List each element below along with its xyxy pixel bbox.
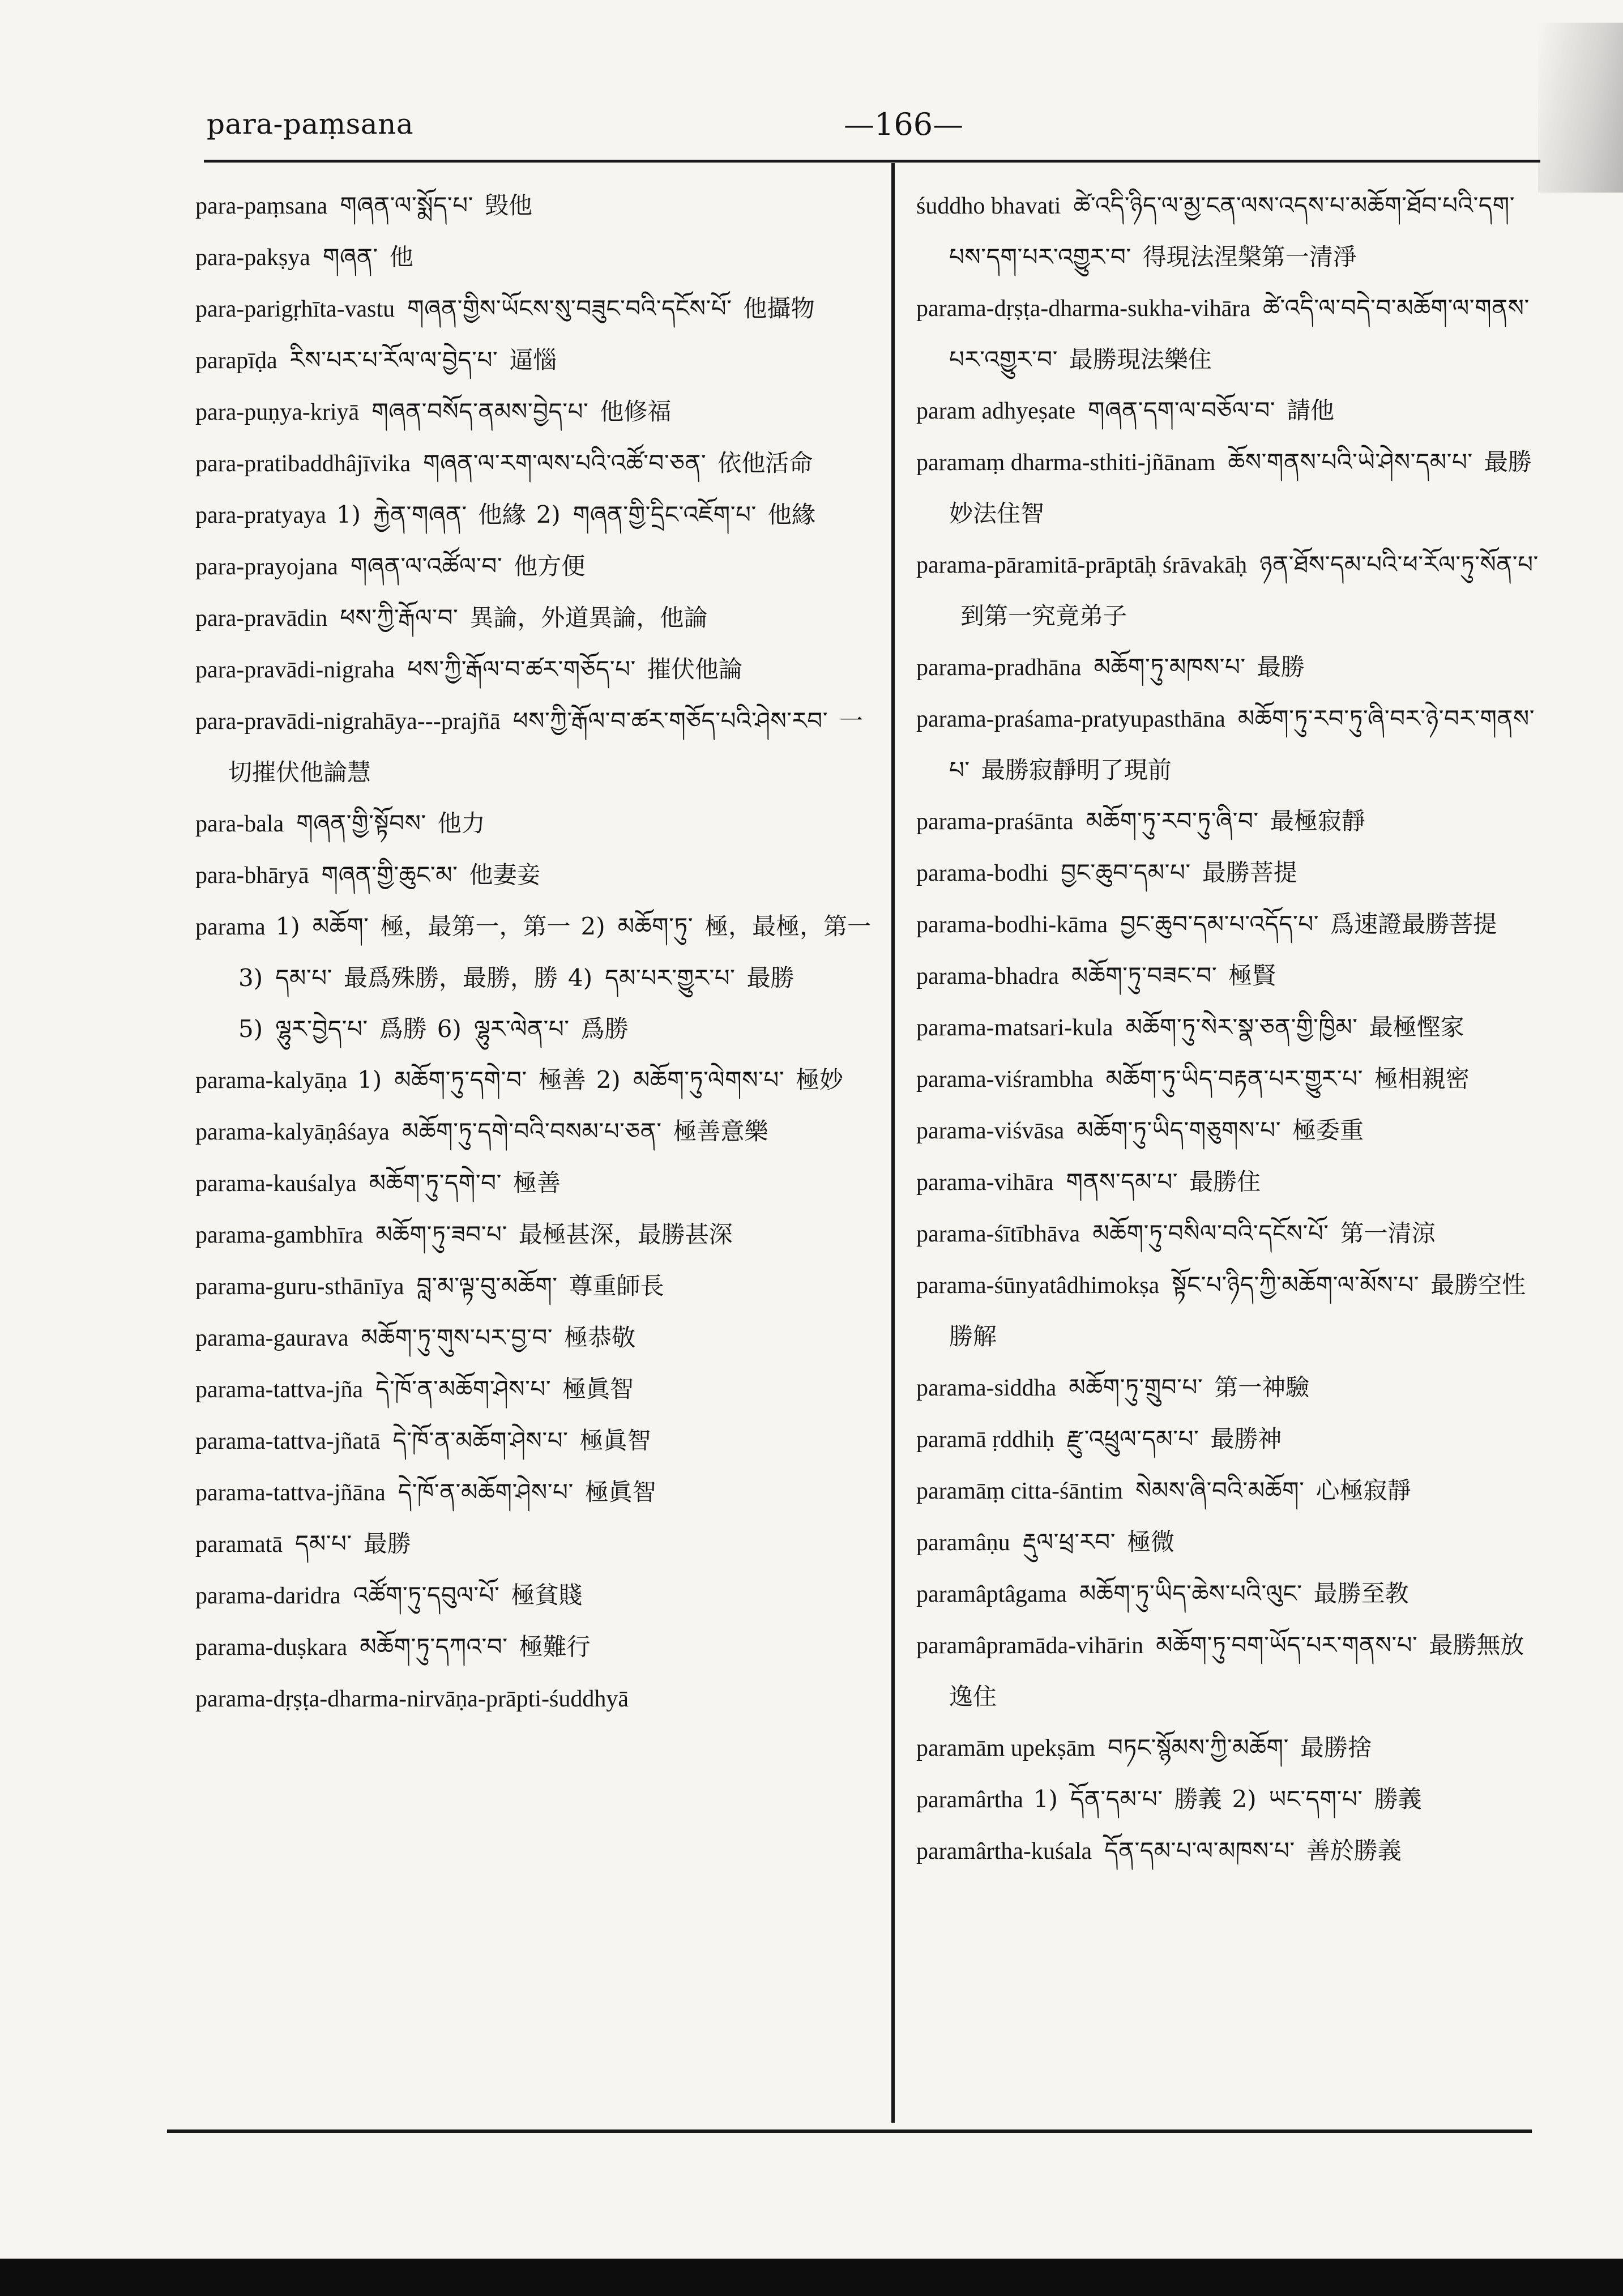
chinese-equivalent: 極，最極，第一 <box>704 912 872 940</box>
dictionary-entry <box>916 1517 1545 1568</box>
page-number: —166— <box>844 106 964 142</box>
chinese-equivalent: 最爲殊勝，最勝，勝 <box>343 964 558 992</box>
chinese-equivalent: 極貧賤 <box>511 1581 583 1609</box>
dictionary-entry <box>195 901 875 1055</box>
tibetan-equivalent: ཕས་ཀྱི་རྒོལ་བ་ཚར་གཅོད་པ་ <box>407 655 636 683</box>
tibetan-equivalent: དེ་ཁོ་ན་མཆོག་ཤེས་པ་ <box>392 1427 569 1454</box>
tibetan-equivalent: གཞན་ལ་རག་ལས་པའི་འཚོ་བ་ཅན་ <box>423 449 707 477</box>
tibetan-equivalent: མཆོག་ཏུ་དཀའ་བ་ <box>360 1633 508 1661</box>
headword: parama-śūnyatâdhimokṣa <box>916 1273 1160 1299</box>
tibetan-equivalent: གཞན་གྱི་ཆུང་མ་ <box>321 861 458 889</box>
tibetan-equivalent: ཡང་དག་པ་ <box>1268 1785 1363 1813</box>
tibetan-equivalent: གཞན་གྱི་སྟོབས་ <box>296 809 426 837</box>
dictionary-entry <box>195 1570 875 1621</box>
chinese-equivalent: 他 <box>389 243 413 271</box>
chinese-equivalent: 爲勝 <box>379 1015 427 1043</box>
headword: para-puṇya-kriyā <box>195 399 360 425</box>
chinese-equivalent: 最勝寂靜明了現前 <box>981 756 1172 784</box>
headword: paramām upekṣām <box>916 1735 1096 1761</box>
dictionary-entry <box>195 1467 875 1518</box>
chinese-equivalent: 他緣 <box>478 501 526 528</box>
headword: paramaṃ dharma-sthiti-jñānam <box>916 450 1216 476</box>
sense-number: 1) <box>357 1066 382 1094</box>
dictionary-entry <box>916 1156 1545 1208</box>
sense-number: 1) <box>336 501 361 528</box>
dictionary-entry <box>195 1158 875 1209</box>
tibetan-equivalent: གཞན་གྱི་དྲིང་འཇོག་པ་ <box>573 501 757 528</box>
chinese-equivalent: 第一清涼 <box>1340 1219 1436 1247</box>
headword: paramā ṛddhiḥ <box>916 1427 1054 1453</box>
chinese-equivalent: 摧伏他論 <box>647 655 742 683</box>
chinese-equivalent: 極眞智 <box>579 1427 651 1454</box>
dictionary-entry <box>916 1208 1545 1260</box>
chinese-equivalent: 最勝住 <box>1189 1168 1261 1196</box>
chinese-equivalent: 勝義 <box>1374 1785 1422 1813</box>
headword: para-pratyaya <box>195 502 326 528</box>
headword: parama-gambhīra <box>195 1222 364 1248</box>
dictionary-entry <box>195 489 875 541</box>
chinese-equivalent: 善於勝義 <box>1306 1837 1402 1864</box>
dictionary-entry <box>916 1414 1545 1465</box>
chinese-equivalent: 他妻妾 <box>469 861 541 889</box>
tibetan-equivalent: སྟོང་པ་ཉིད་ཀྱི་མཆོག་ལ་མོས་པ་ <box>1172 1271 1420 1299</box>
headword: para-bala <box>195 811 284 837</box>
tibetan-equivalent: མཆོག་ཏུ་རབ་ཏུ་ཞི་བར་ཉེ་བར་གནས་པ་ <box>949 705 1535 784</box>
tibetan-equivalent: མཆོག་ཏུ་བཟང་བ་ <box>1071 962 1218 989</box>
chinese-equivalent: 到第一究竟弟子 <box>960 602 1127 630</box>
headword: paramârtha <box>916 1787 1023 1813</box>
tibetan-equivalent: གཞན་དག་ལ་བཅོལ་བ་ <box>1088 396 1276 424</box>
tibetan-equivalent: བཏང་སྙོམས་ཀྱི་མཆོག་ <box>1108 1734 1289 1761</box>
headword: parama-dṛṣṭa-dharma-nirvāṇa-prāpti-śuddhyā <box>195 1686 629 1712</box>
tibetan-equivalent: མཆོག་ཏུ་ཟབ་པ་ <box>375 1220 507 1248</box>
chinese-equivalent: 最極慳家 <box>1369 1013 1464 1041</box>
chinese-equivalent: 極眞智 <box>584 1478 656 1506</box>
tibetan-equivalent: མཆོག་ཏུ་མཁས་པ་ <box>1094 653 1246 681</box>
tibetan-equivalent: མཆོག་ཏུ་ཡིད་བརྟན་པར་གྱུར་པ་ <box>1105 1065 1363 1092</box>
tibetan-equivalent: མཆོག་ཏུ་ལེགས་པ་ <box>633 1066 785 1094</box>
dictionary-entry <box>195 1209 875 1261</box>
headword: parama-duṣkara <box>195 1634 348 1661</box>
footer-rule <box>167 2129 1532 2133</box>
chinese-equivalent: 他力 <box>437 809 485 837</box>
dictionary-entry <box>195 1364 875 1415</box>
chinese-equivalent: 最勝至教 <box>1313 1580 1409 1607</box>
tibetan-equivalent: དེ་ཁོ་ན་མཆོག་ཤེས་པ་ <box>398 1478 574 1506</box>
dictionary-entry <box>195 283 875 335</box>
chinese-equivalent: 異論，外道異論，他論 <box>469 604 708 631</box>
tibetan-equivalent: དམ་པ་ <box>275 964 332 992</box>
tibetan-equivalent: སེམས་ཞི་བའི་མཆོག་ <box>1135 1476 1305 1504</box>
headword: parama-guru-sthānīya <box>195 1274 404 1300</box>
headword: paramârtha-kuśala <box>916 1838 1092 1864</box>
chinese-equivalent: 極相親密 <box>1374 1065 1470 1092</box>
dictionary-entry <box>195 232 875 283</box>
tibetan-equivalent: གཞན་གྱིས་ཡོངས་སུ་བཟུང་བའི་དངོས་པོ་ <box>407 295 732 322</box>
dictionary-entry <box>916 385 1545 437</box>
tibetan-equivalent: མཆོག་ཏུ་ <box>617 912 694 940</box>
chinese-equivalent: 最勝無放逸住 <box>949 1631 1524 1710</box>
headword: parama-kalyāṇa <box>195 1068 348 1094</box>
dictionary-entry <box>916 180 1545 283</box>
headword: parama-kalyāṇâśaya <box>195 1119 390 1145</box>
sense-number: 2) <box>1232 1785 1257 1813</box>
tibetan-equivalent: རྡུལ་ཕྲ་རབ་ <box>1022 1528 1116 1556</box>
dictionary-entry <box>195 695 875 798</box>
tibetan-equivalent: རིས་པར་པ་རོལ་ལ་བྱེད་པ་ <box>289 346 498 374</box>
dictionary-entry <box>916 1722 1545 1774</box>
dictionary-entry <box>195 592 875 644</box>
headword: parama-śītībhāva <box>916 1221 1080 1247</box>
tibetan-equivalent: མཆོག་ཏུ་སེར་སྣ་ཅན་གྱི་ཁྱིམ་ <box>1125 1013 1358 1041</box>
dictionary-entry <box>916 1053 1545 1105</box>
headword: para-pravādin <box>195 605 328 631</box>
headword: para-pravādi-nigraha <box>195 657 395 683</box>
sense-number: 3) <box>238 964 263 992</box>
chinese-equivalent: 最勝神 <box>1210 1425 1282 1453</box>
dictionary-entry <box>916 847 1545 899</box>
tibetan-equivalent: གཞན་ <box>322 243 378 271</box>
chinese-equivalent: 爲速證最勝菩提 <box>1330 910 1497 938</box>
chinese-equivalent: 最勝 <box>1257 653 1305 681</box>
dictionary-entry <box>916 437 1545 539</box>
chinese-equivalent: 最勝 <box>746 964 795 992</box>
chinese-equivalent: 最極甚深，最勝甚深 <box>518 1220 733 1248</box>
tibetan-equivalent: མཆོག་ཏུ་དགེ་བ་ <box>394 1066 527 1094</box>
headword: parama <box>195 914 266 940</box>
tibetan-equivalent: ཕས་ཀྱི་རྒོལ་བ་ཚར་གཅོད་པའི་ཤེས་རབ་ <box>512 707 828 735</box>
chinese-equivalent: 極，最第一，第一 <box>380 912 571 940</box>
headword: parama-tattva-jñatā <box>195 1428 381 1454</box>
headword: parama-tattva-jña <box>195 1377 364 1403</box>
dictionary-entry <box>916 899 1545 950</box>
headword: parama-bodhi <box>916 860 1049 886</box>
headword: parama-viśvāsa <box>916 1118 1065 1144</box>
headword: paramâptâgama <box>916 1581 1067 1607</box>
left-column <box>195 180 875 1725</box>
headword: parama-daridra <box>195 1583 341 1609</box>
chinese-equivalent: 一切摧伏他論慧 <box>228 707 864 786</box>
chinese-equivalent: 極善 <box>512 1169 561 1197</box>
chinese-equivalent: 他修福 <box>600 398 672 425</box>
scan-edge-shadow <box>1538 23 1623 193</box>
tibetan-equivalent: དོན་དམ་པ་ལ་མཁས་པ་ <box>1104 1837 1295 1864</box>
tibetan-equivalent: གནས་དམ་པ་ <box>1066 1168 1178 1196</box>
headword: parama-gaurava <box>195 1325 349 1351</box>
headword: para-pravādi-nigrahāya---prajñā <box>195 709 501 735</box>
chinese-equivalent: 他攝物 <box>743 295 815 322</box>
dictionary-entry <box>916 950 1545 1002</box>
dictionary-entry <box>916 1620 1545 1722</box>
tibetan-equivalent: ལྷུར་བྱེད་པ་ <box>275 1015 368 1043</box>
headword: para-prayojana <box>195 554 338 580</box>
chinese-equivalent: 最勝捨 <box>1300 1734 1372 1761</box>
chinese-equivalent: 最勝妙法住智 <box>949 448 1532 527</box>
tibetan-equivalent: དམ་པ་ <box>294 1530 352 1557</box>
sense-number: 6) <box>437 1015 462 1043</box>
tibetan-equivalent: དོན་དམ་པ་ <box>1070 1785 1163 1813</box>
headword: parama-praśānta <box>916 809 1074 835</box>
dictionary-entry <box>916 283 1545 385</box>
dictionary-entry <box>195 1055 875 1106</box>
chinese-equivalent: 請他 <box>1287 396 1335 424</box>
dictionary-entry <box>195 798 875 850</box>
sense-number: 5) <box>238 1015 263 1043</box>
headword: parama-bodhi-kāma <box>916 912 1108 938</box>
dictionary-entry <box>195 1106 875 1158</box>
headword: parama-tattva-jñāna <box>195 1480 386 1506</box>
chinese-equivalent: 最勝 <box>363 1530 411 1557</box>
chinese-equivalent: 第一神驗 <box>1214 1373 1310 1401</box>
dictionary-entry <box>916 1002 1545 1053</box>
chinese-equivalent: 尊重師長 <box>569 1272 664 1300</box>
dictionary-entry <box>916 1362 1545 1414</box>
dictionary-entry <box>916 1568 1545 1620</box>
headword: para-paṃsana <box>195 193 328 219</box>
dictionary-entry <box>195 1415 875 1467</box>
tibetan-equivalent: ཕས་ཀྱི་རྒོལ་བ་ <box>340 604 459 631</box>
headword: paramatā <box>195 1531 283 1557</box>
headword: parama-matsari-kula <box>916 1015 1113 1041</box>
tibetan-equivalent: མཆོག་ཏུ་གྲུབ་པ་ <box>1069 1373 1203 1401</box>
dictionary-entry <box>916 796 1545 847</box>
dictionary-entry <box>916 539 1545 642</box>
dictionary-entry <box>916 1465 1545 1517</box>
sense-number: 2) <box>536 501 561 528</box>
chinese-equivalent: 依他活命 <box>717 449 813 477</box>
tibetan-equivalent: མཆོག་ <box>312 912 369 940</box>
headword: parama-pāramitā-prāptāḥ śrāvakāḥ <box>916 552 1248 578</box>
dictionary-entry <box>195 180 875 232</box>
chinese-equivalent: 最勝菩提 <box>1202 859 1297 886</box>
chinese-equivalent: 極賢 <box>1228 962 1276 989</box>
chinese-equivalent: 極眞智 <box>562 1375 634 1403</box>
header-rule <box>204 160 1540 163</box>
tibetan-equivalent: ལྷུར་ལེན་པ་ <box>473 1015 570 1043</box>
tibetan-equivalent: དེ་ཁོ་ན་མཆོག་ཤེས་པ་ <box>375 1375 552 1403</box>
headword: parama-viśrambha <box>916 1066 1094 1092</box>
tibetan-equivalent: རྐྱེན་གཞན་ <box>373 501 467 528</box>
dictionary-entry <box>916 693 1545 796</box>
headword: parapīḍa <box>195 348 277 374</box>
tibetan-equivalent: ཚེ་འདི་ཉིད་ལ་མྱ་ངན་ལས་འདས་པ་མཆོག་ཐོབ་པའི་དག་པས་དག་པར་འགྱུར་བ་ <box>949 191 1515 271</box>
headword: paramāṃ citta-śāntim <box>916 1478 1124 1504</box>
tibetan-equivalent: ཚེ་འདི་ལ་བདེ་བ་མཆོག་ལ་གནས་པར་འགྱུར་བ་ <box>949 294 1530 373</box>
chinese-equivalent: 極難行 <box>519 1633 591 1661</box>
sense-number: 1) <box>275 912 300 940</box>
headword: śuddho bhavati <box>916 193 1061 219</box>
dictionary-entry <box>916 1774 1545 1825</box>
dictionary-entry <box>916 642 1545 693</box>
chinese-equivalent: 最勝現法樂住 <box>1069 345 1212 373</box>
tibetan-equivalent: གཞན་བསོད་ནམས་བྱེད་པ་ <box>371 398 589 425</box>
headword: parama-dṛṣṭa-dharma-sukha-vihāra <box>916 296 1251 322</box>
column-divider <box>891 163 895 2123</box>
tibetan-equivalent: མཆོག་ཏུ་གུས་པར་བྱ་བ་ <box>361 1324 553 1351</box>
chinese-equivalent: 極善 <box>538 1066 586 1094</box>
dictionary-entry <box>195 1673 875 1725</box>
headword: parama-siddha <box>916 1375 1057 1401</box>
dictionary-entry <box>916 1825 1545 1877</box>
tibetan-equivalent: རྫུ་འཕྲུལ་དམ་པ་ <box>1066 1425 1199 1453</box>
tibetan-equivalent: བླ་མ་ལྟ་བུ་མཆོག་ <box>416 1272 558 1300</box>
tibetan-equivalent: མཆོག་ཏུ་བག་ཡོད་པར་གནས་པ་ <box>1156 1631 1418 1659</box>
headword: para-pakṣya <box>195 245 310 271</box>
sense-number: 4) <box>568 964 593 992</box>
dictionary-entry <box>916 1105 1545 1156</box>
dictionary-entry <box>195 335 875 386</box>
tibetan-equivalent: མཆོག་ཏུ་བསིལ་བའི་དངོས་པོ་ <box>1092 1219 1329 1247</box>
headword: parama-praśama-pratyupasthāna <box>916 706 1225 732</box>
dictionary-entry <box>195 386 875 438</box>
headword: para-parigṛhīta-vastu <box>195 296 395 322</box>
running-head: para-paṃsana <box>207 108 414 140</box>
headword: parama-vihāra <box>916 1170 1054 1196</box>
headword: paramâpramāda-vihārin <box>916 1633 1144 1659</box>
headword: paramâṇu <box>916 1530 1010 1556</box>
right-column <box>916 180 1545 1877</box>
dictionary-entry <box>195 850 875 901</box>
headword: parama-kauśalya <box>195 1171 357 1197</box>
sense-number: 1) <box>1033 1785 1058 1813</box>
dictionary-entry <box>195 541 875 592</box>
dictionary-entry <box>195 438 875 489</box>
tibetan-equivalent: གཞན་ལ་སྨོད་པ་ <box>340 191 473 219</box>
dictionary-entry <box>195 644 875 695</box>
chinese-equivalent: 他緣 <box>767 501 815 528</box>
chinese-equivalent: 極善意樂 <box>673 1117 768 1145</box>
dictionary-entry <box>195 1261 875 1312</box>
tibetan-equivalent: མཆོག་ཏུ་ཡིད་གཅུགས་པ་ <box>1077 1116 1282 1144</box>
tibetan-equivalent: འཚོག་ཏུ་དབུལ་པོ་ <box>353 1581 500 1609</box>
tibetan-equivalent: བྱང་ཆུབ་དམ་པ་ <box>1061 859 1191 886</box>
headword: para-bhāryā <box>195 863 309 889</box>
chinese-equivalent: 最極寂靜 <box>1270 807 1365 835</box>
tibetan-equivalent: དམ་པར་གྱུར་པ་ <box>605 964 736 992</box>
tibetan-equivalent: བྱང་ཆུབ་དམ་པ་འདོད་པ་ <box>1120 910 1319 938</box>
headword: param adhyeṣate <box>916 398 1076 424</box>
headword: para-pratibaddhâjīvika <box>195 451 411 477</box>
chinese-equivalent: 得現法涅槃第一清淨 <box>1142 243 1357 271</box>
dictionary-entry <box>195 1518 875 1570</box>
chinese-equivalent: 爲勝 <box>580 1015 629 1043</box>
tibetan-equivalent: མཆོག་ཏུ་དགེ་བ་ <box>369 1169 502 1197</box>
chinese-equivalent: 逼惱 <box>509 346 557 374</box>
tibetan-equivalent: ཆོས་གནས་པའི་ཡེ་ཤེས་དམ་པ་ <box>1228 448 1473 476</box>
tibetan-equivalent: མཆོག་ཏུ་དགེ་བའི་བསམ་པ་ཅན་ <box>402 1117 662 1145</box>
tibetan-equivalent: མཆོག་ཏུ་ཡིད་ཆེས་པའི་ལུང་ <box>1079 1580 1302 1607</box>
tibetan-equivalent: ཉན་ཐོས་དམ་པའི་ཕ་རོལ་ཏུ་སོན་པ་ <box>1259 550 1539 578</box>
chinese-equivalent: 極妙 <box>796 1066 844 1094</box>
sense-number: 2) <box>580 912 605 940</box>
headword: parama-pradhāna <box>916 655 1082 681</box>
chinese-equivalent: 毁他 <box>484 191 532 219</box>
chinese-equivalent: 勝義 <box>1174 1785 1222 1813</box>
chinese-equivalent: 極微 <box>1127 1528 1175 1556</box>
tibetan-equivalent: གཞན་ལ་འཚོལ་བ་ <box>350 552 503 580</box>
chinese-equivalent: 最勝空性勝解 <box>949 1271 1526 1350</box>
dictionary-entry <box>195 1312 875 1364</box>
tibetan-equivalent: མཆོག་ཏུ་རབ་ཏུ་ཞི་བ་ <box>1086 807 1259 835</box>
chinese-equivalent: 極恭敬 <box>564 1324 636 1351</box>
scan-bottom-band <box>0 2259 1623 2296</box>
sense-number: 2) <box>596 1066 621 1094</box>
headword: parama-bhadra <box>916 963 1059 989</box>
chinese-equivalent: 他方便 <box>514 552 586 580</box>
dictionary-entry <box>195 1621 875 1673</box>
dictionary-entry <box>916 1260 1545 1362</box>
chinese-equivalent: 心極寂靜 <box>1316 1476 1411 1504</box>
chinese-equivalent: 極委重 <box>1292 1116 1364 1144</box>
